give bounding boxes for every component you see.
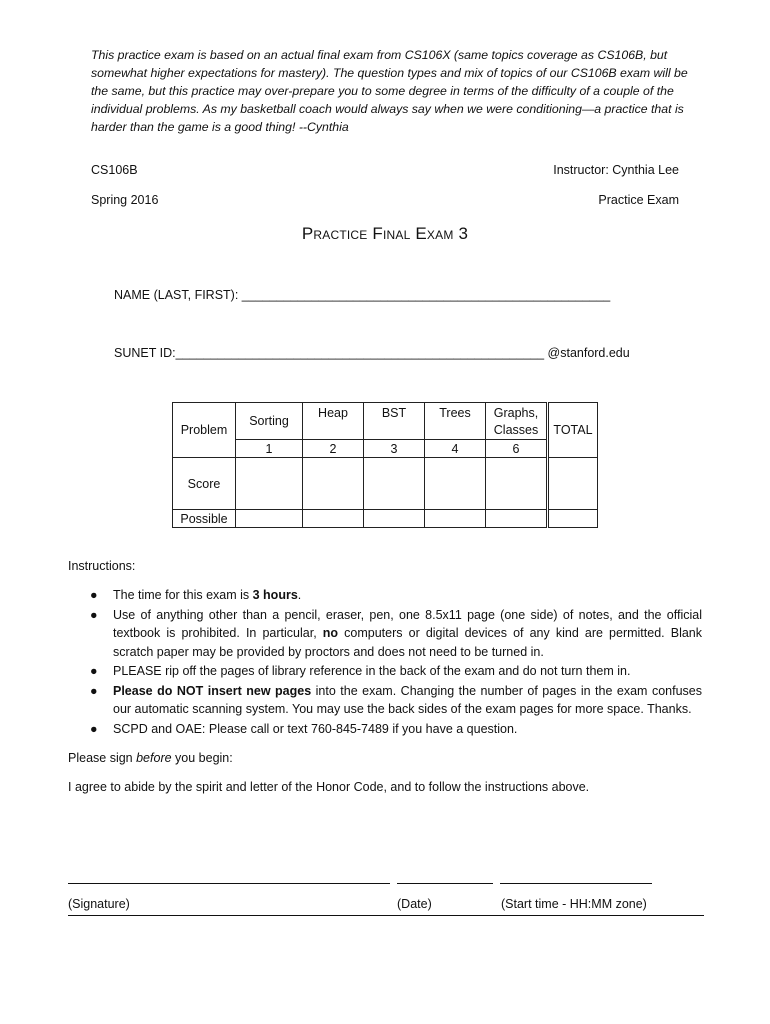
total-score-cell[interactable] [548, 458, 598, 510]
instruction-text: computers or digital devices of any kind are permitted. Blank scratch paper may be provided by proctors and does not need to be turned in. [113, 626, 702, 659]
score-table [172, 402, 598, 528]
start-time-label: (Start time - HH:MM zone) [501, 897, 647, 911]
instruction-item [90, 662, 702, 681]
bullet-icon: ● [90, 664, 98, 678]
signature-line[interactable] [68, 883, 390, 884]
possible-cell [303, 510, 364, 528]
bullet-icon: ● [90, 607, 98, 622]
problem-number-cell [364, 440, 425, 458]
instruction-bold: Please do NOT insert new pages [113, 683, 312, 698]
possible-label-cell [173, 510, 236, 528]
sign-prompt-text: Please sign [68, 751, 137, 765]
sunet-blank: _____________________________________________________ [175, 346, 545, 360]
possible-cell [364, 510, 425, 528]
instruction-item [90, 720, 702, 739]
problem-number: 2 [329, 441, 337, 456]
possible-label: Possible [180, 511, 228, 526]
exam-type: Practice Exam [598, 193, 679, 207]
problem-label-cell [173, 403, 236, 458]
bullet-icon: ● [90, 683, 98, 698]
name-label: NAME (LAST, FIRST): [114, 288, 242, 302]
instructions-heading: Instructions: [68, 559, 136, 573]
bottom-rule [68, 915, 704, 916]
topic-cell-3 [364, 403, 425, 440]
topic-label: Graphs, Classes [493, 406, 539, 437]
instruction-bold: 3 hours [252, 588, 298, 602]
possible-total-cell [548, 510, 598, 528]
honor-code-statement: I agree to abide by the spirit and letter of the Honor Code, and to follow the instructions above. [68, 780, 590, 794]
problem-number: 4 [451, 441, 459, 456]
instructions-list [90, 586, 702, 739]
instruction-text: SCPD and OAE: Please call or text 760-845-7489 if you have a question. [113, 721, 518, 736]
problem-number-cell [303, 440, 364, 458]
bullet-icon: ● [90, 588, 98, 602]
name-field[interactable] [114, 288, 610, 302]
problem-label: Problem [180, 423, 228, 437]
instructor-name: Instructor: Cynthia Lee [553, 163, 679, 177]
score-cell[interactable] [364, 458, 425, 510]
instruction-text: The time for this exam is [113, 588, 253, 602]
total-label: TOTAL [553, 423, 593, 437]
score-label-cell [173, 458, 236, 510]
possible-cell [236, 510, 303, 528]
topic-label: Sorting [249, 414, 289, 428]
intro-note: This practice exam is based on an actual final exam from CS106X (same topics coverage as CS106B, but somewhat higher expectations for mastery). The question types and mix of topics of our CS106B exam will be the same, but this practice may over-prepare you to some degree in terms of the difficulty of a couple of the individual problems. As my basketball coach would always say when we were conditioning—a practice that is harder than the game is a good thing! --Cynthia [91, 48, 688, 134]
sign-prompt [68, 751, 233, 765]
date-line[interactable] [397, 883, 493, 884]
instruction-text: into the exam. Changing the number of pages in the exam confuses our automatic scanning system. You may use the back sides of the exam pages for more space. Thanks. [113, 683, 702, 716]
date-label: (Date) [397, 897, 432, 911]
course-code: CS106B [91, 163, 138, 177]
problem-number: 1 [265, 441, 273, 456]
start-time-line[interactable] [500, 883, 652, 884]
topic-cell-1 [236, 403, 303, 440]
score-label: Score [187, 476, 221, 491]
total-label-cell [548, 403, 598, 458]
sunet-label: SUNET ID: [114, 346, 176, 360]
sunet-field[interactable] [114, 346, 630, 360]
sunet-suffix: @stanford.edu [547, 346, 630, 360]
signature-label: (Signature) [68, 897, 130, 911]
topic-label: Trees [439, 406, 471, 420]
sign-prompt-emphasis: before [136, 751, 172, 765]
topic-cell-6 [486, 403, 548, 440]
page-title: Practice Final Exam 3 [301, 224, 469, 243]
instruction-item [90, 606, 702, 662]
topic-cell-4 [425, 403, 486, 440]
score-cell[interactable] [486, 458, 548, 510]
instruction-bold: no [322, 626, 339, 640]
problem-number-cell [236, 440, 303, 458]
bullet-icon: ● [90, 721, 98, 736]
sign-prompt-text: you begin: [171, 751, 233, 765]
problem-number: 3 [390, 441, 398, 456]
topic-label: Heap [318, 406, 348, 420]
problem-number-cell [486, 440, 548, 458]
instruction-text: PLEASE rip off the pages of library reference in the back of the exam and do not turn them in. [113, 664, 631, 678]
instruction-item [90, 682, 702, 719]
name-blank: _____________________________________________________ [241, 288, 611, 302]
score-cell[interactable] [425, 458, 486, 510]
instruction-text: . [297, 588, 302, 602]
possible-cell [425, 510, 486, 528]
problem-number: 6 [512, 441, 520, 456]
instruction-text: Use of anything other than a pencil, eraser, pen, one 8.5x11 page (one side) of notes, and the official textbook is prohibited. In particular, [113, 607, 702, 640]
score-cell[interactable] [303, 458, 364, 510]
topic-label: BST [381, 406, 407, 420]
problem-number-cell [425, 440, 486, 458]
topic-cell-2 [303, 403, 364, 440]
term: Spring 2016 [91, 193, 159, 207]
instruction-item [90, 586, 702, 605]
possible-cell [486, 510, 548, 528]
score-cell[interactable] [236, 458, 303, 510]
